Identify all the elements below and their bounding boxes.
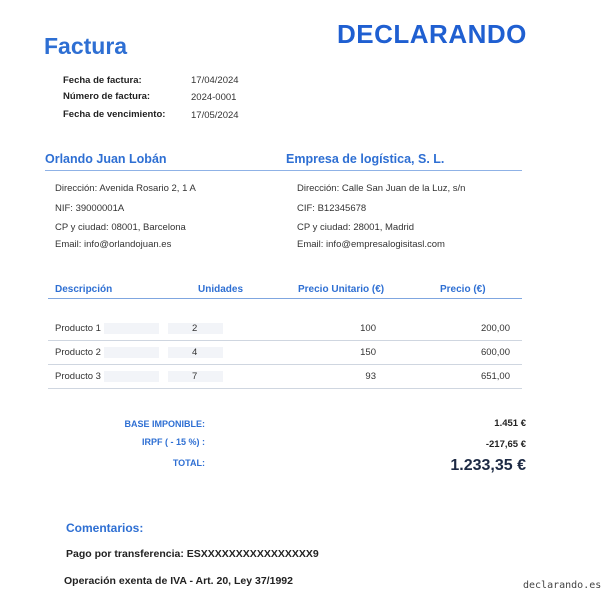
row-description: Producto 2: [55, 347, 101, 358]
row-unit-price: 150: [360, 347, 376, 358]
comments-heading: Comentarios:: [66, 521, 144, 535]
issuer-city: CP y ciudad: 08001, Barcelona: [55, 222, 186, 233]
client-address: Dirección: Calle San Juan de la Luz, s/n: [297, 183, 466, 194]
invoice-date-label: Fecha de factura:: [63, 75, 142, 86]
client-cif: CIF: B12345678: [297, 203, 367, 214]
due-date-value: 17/05/2024: [191, 110, 239, 121]
client-email: Email: info@empresalogisitasl.com: [297, 239, 445, 250]
irpf-label: IRPF ( - 15 %) :: [141, 437, 205, 447]
row-price: 651,00: [480, 371, 510, 382]
row-units: 7: [192, 371, 198, 382]
col-header-price: Precio (€): [440, 284, 486, 295]
issuer-address: Dirección: Avenida Rosario 2, 1 A: [55, 183, 196, 194]
row-divider: [48, 364, 522, 365]
client-city: CP y ciudad: 28001, Madrid: [297, 222, 415, 233]
invoice-title: Factura: [44, 33, 128, 59]
party-divider: [45, 170, 522, 171]
row-price: 200,00: [480, 323, 510, 334]
col-header-units: Unidades: [198, 284, 244, 295]
col-header-description: Descripción: [55, 284, 113, 295]
table-header-divider: [48, 298, 522, 299]
invoice-date-value: 17/04/2024: [191, 75, 239, 86]
row-description: Producto 3: [55, 371, 101, 382]
invoice-number-label: Número de factura:: [63, 91, 151, 102]
row-description: Producto 1: [55, 323, 101, 334]
col-header-unit-price: Precio Unitario (€): [298, 284, 385, 295]
payment-note: Pago por transferencia: ESXXXXXXXXXXXXXXXX9: [66, 548, 319, 560]
irpf-value: -217,65 €: [485, 439, 526, 450]
tax-exemption-note: Operación exenta de IVA - Art. 20, Ley 37/1992: [64, 575, 293, 587]
issuer-name: Orlando Juan Lobán: [45, 152, 167, 166]
row-units: 2: [192, 323, 198, 334]
row-divider: [48, 340, 522, 341]
footer-watermark: declarando.es: [523, 580, 602, 591]
row-price: 600,00: [480, 347, 510, 358]
invoice-number-value: 2024-0001: [191, 92, 237, 103]
total-label: TOTAL:: [172, 458, 205, 468]
total-value: 1.233,35 €: [450, 457, 526, 474]
base-imponible-label: BASE IMPONIBLE:: [124, 419, 205, 429]
issuer-email: Email: info@orlandojuan.es: [55, 239, 172, 250]
brand-logo-text: DECLARANDO: [337, 19, 527, 49]
row-unit-price: 93: [365, 371, 376, 382]
base-imponible-value: 1.451 €: [494, 418, 526, 429]
row-divider: [48, 388, 522, 389]
client-name: Empresa de logística, S. L.: [286, 152, 445, 166]
issuer-nif: NIF: 39000001A: [55, 203, 125, 214]
row-units: 4: [192, 347, 198, 358]
row-unit-price: 100: [360, 323, 376, 334]
brand-logo: [337, 18, 527, 50]
due-date-label: Fecha de vencimiento:: [63, 109, 166, 120]
